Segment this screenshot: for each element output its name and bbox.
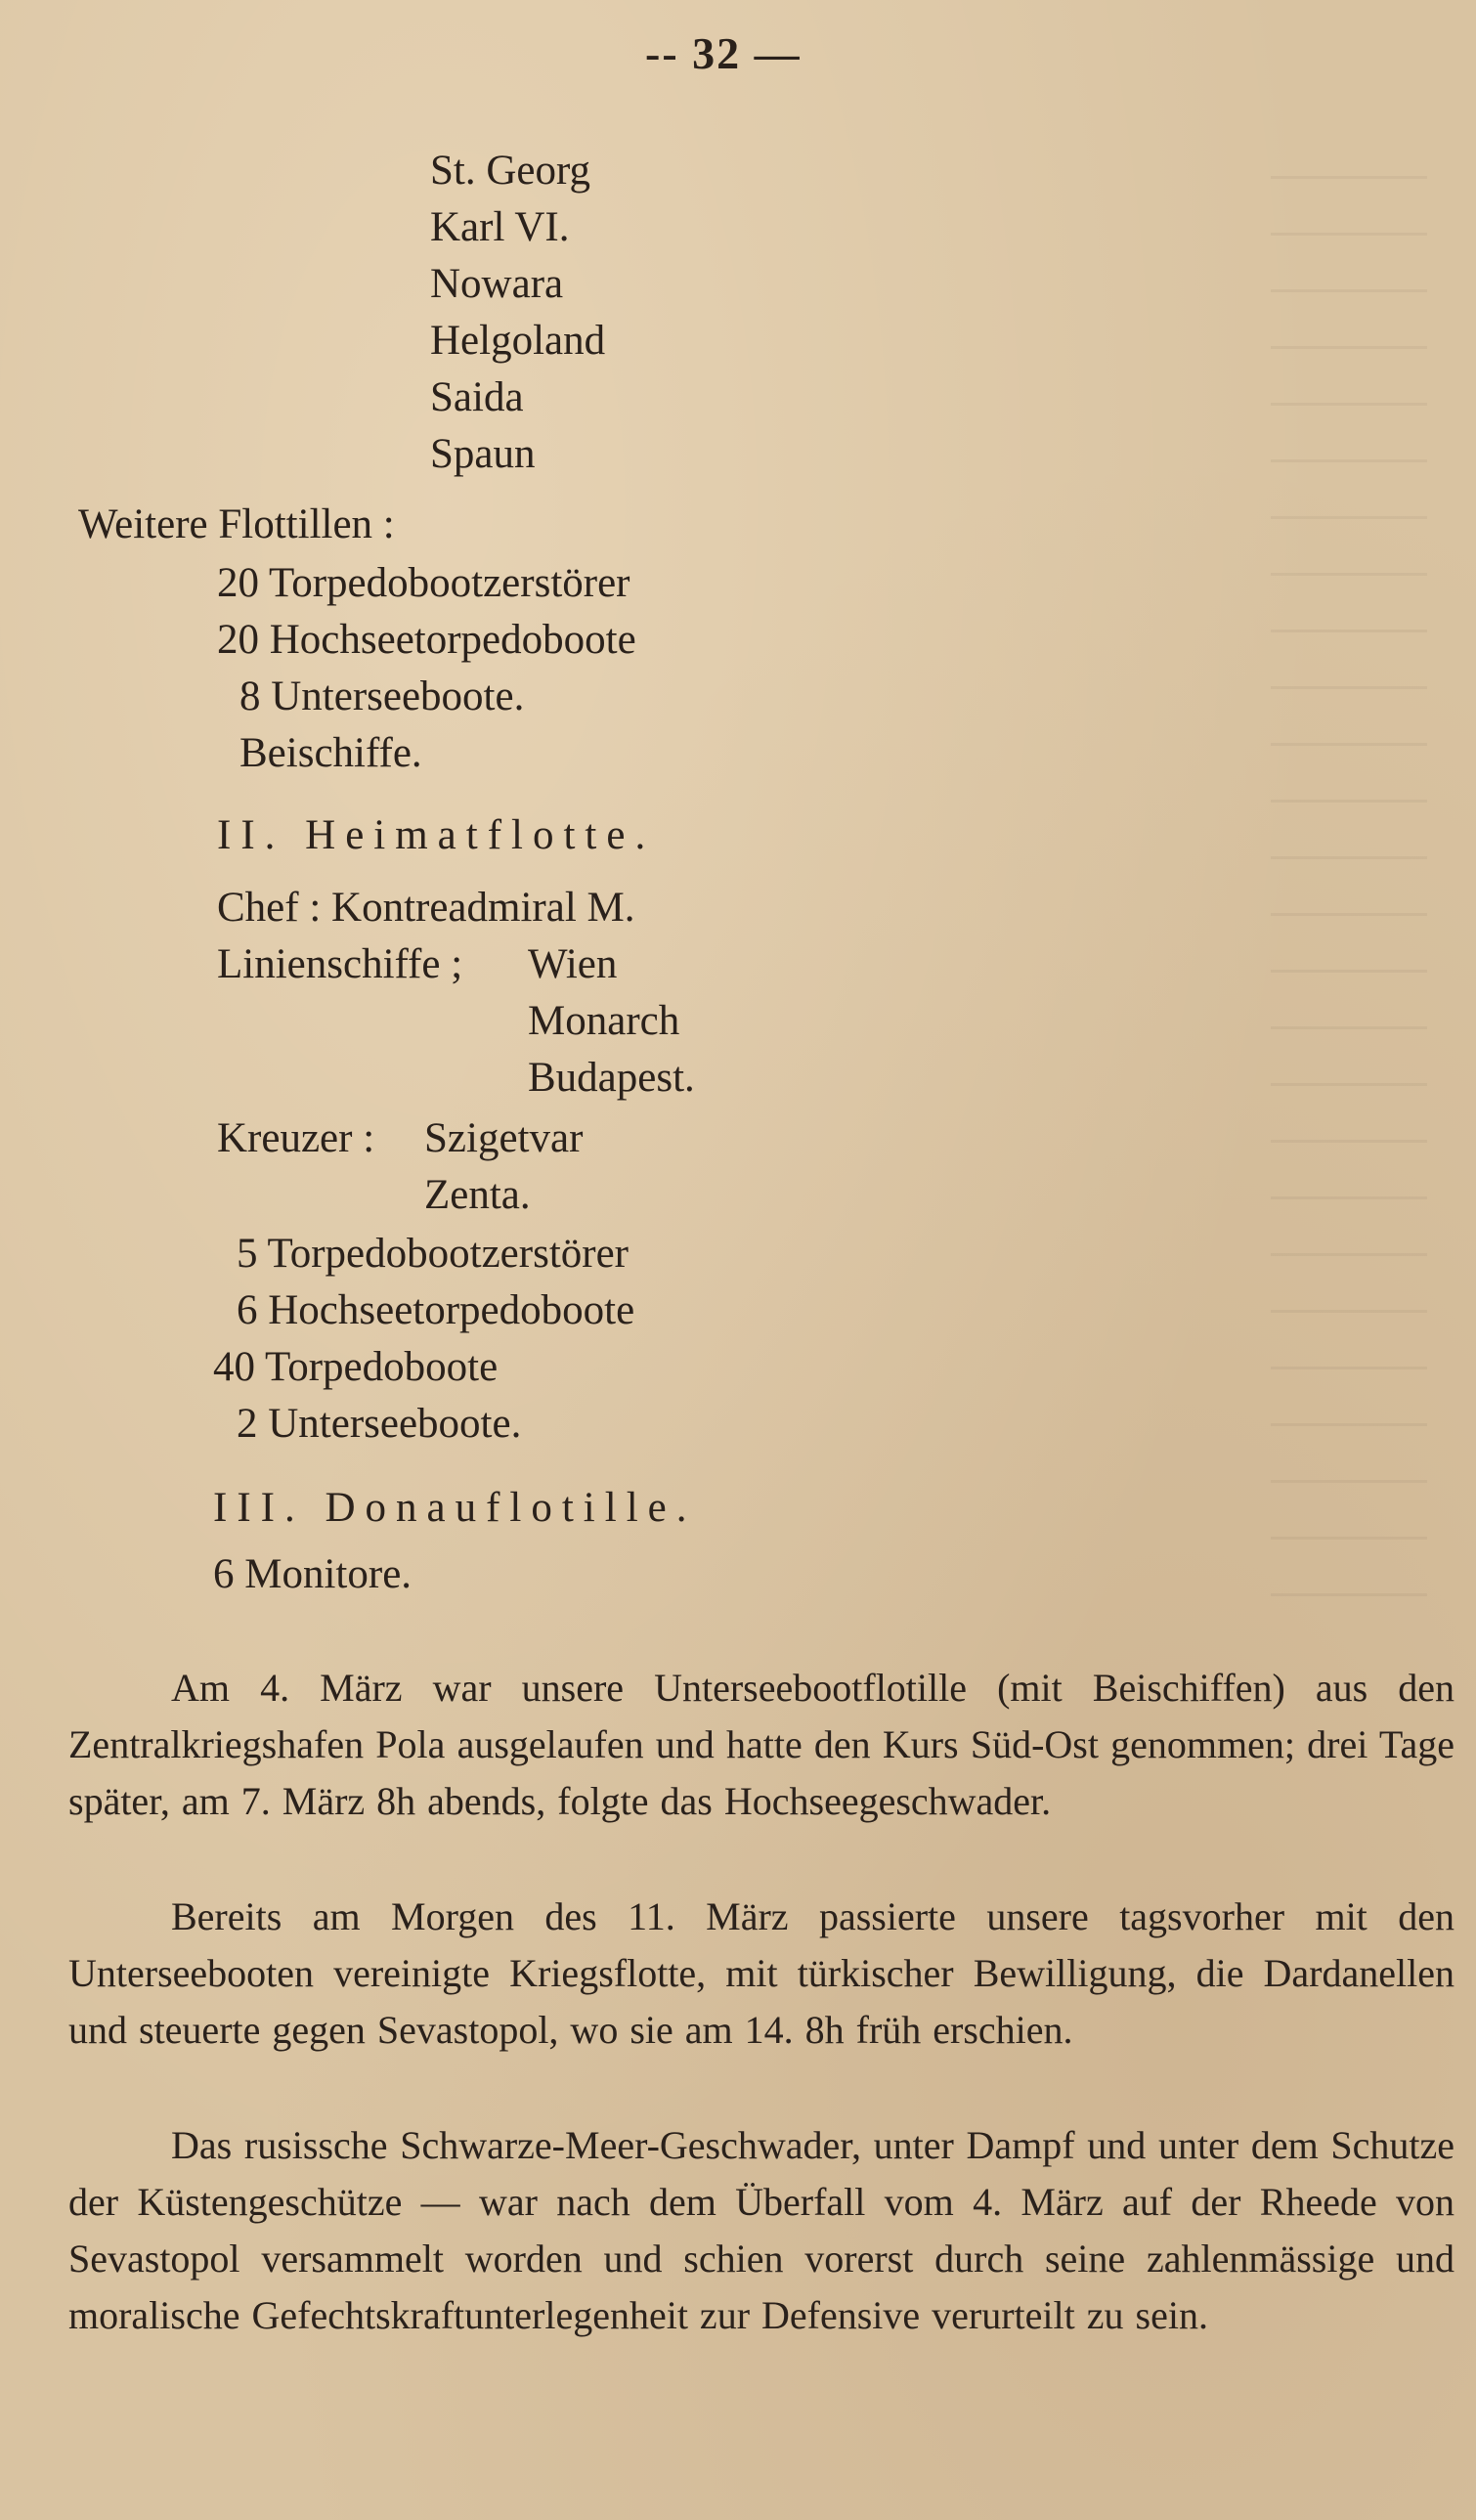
ship-name: Karl VI. <box>430 204 570 250</box>
flotilla-entry: 6 Hochseetorpedoboote <box>237 1287 635 1333</box>
section-heading-danube-flotilla: III. Donauflotille. <box>213 1485 697 1531</box>
paragraph-text: Am 4. März war unsere Unterseebootflotille (mit Beischiffen) aus den Zentralkriegshafen Pola ausgelaufen und hatte den Kurs Süd-Ost genommen; drei Tage später, am 7. März 8h abends, folgte das Hochseegeschwader. <box>68 1666 1454 1823</box>
flotilla-entry: 2 Unterseeboote. <box>237 1401 522 1447</box>
battleship-name: Budapest. <box>528 1055 695 1101</box>
fleet-chief: Chef : Kontreadmiral M. <box>217 885 635 931</box>
flotilla-entry: 20 Torpedobootzerstörer <box>217 560 630 606</box>
battleship-name: Monarch <box>528 998 680 1044</box>
flotilla-entry: 5 Torpedobootzerstörer <box>237 1231 629 1277</box>
show-through-text <box>1271 176 1427 1642</box>
paragraph-text: Das rusissche Schwarze-Meer-Geschwader, unter Dampf und unter dem Schutze der Küstengeschütze — war nach dem Überfall vom 4. März auf der Rheede von Sevastopol versammelt worden und schien vorerst durch seine zahlenmässige und moralische Gefechtskraftunterlegenheit zur Defensive verurteilt zu sein. <box>68 2123 1454 2337</box>
ship-name: Saida <box>430 374 524 420</box>
body-paragraph <box>68 2117 1454 2344</box>
ship-name: Helgoland <box>430 318 606 364</box>
body-paragraph <box>68 1889 1454 2059</box>
body-paragraph <box>68 1660 1454 1830</box>
section-heading-home-fleet: II. Heimatflotte. <box>217 812 656 858</box>
flotilla-entry: Beischiffe. <box>239 730 422 776</box>
flotilla-entry: 40 Torpedoboote <box>213 1344 499 1390</box>
cruiser-name: Szigetvar <box>424 1115 584 1161</box>
further-flotillas-heading: Weitere Flottillen : <box>78 501 395 547</box>
page-number: -- 32 — <box>645 28 802 78</box>
cruisers-label: Kreuzer : <box>217 1115 375 1161</box>
flotilla-entry: 20 Hochseetorpedoboote <box>217 617 636 663</box>
monitors-entry: 6 Monitore. <box>213 1551 412 1597</box>
ship-name: St. Georg <box>430 148 591 194</box>
battleships-label: Linienschiffe ; <box>217 941 463 987</box>
flotilla-entry: 8 Unterseeboote. <box>239 673 525 719</box>
ship-name: Spaun <box>430 431 536 477</box>
battleship-name: Wien <box>528 941 618 987</box>
cruiser-name: Zenta. <box>424 1172 531 1218</box>
ship-name: Nowara <box>430 261 564 307</box>
paragraph-text: Bereits am Morgen des 11. März passierte unsere tagsvorher mit den Unterseebooten vereinigte Kriegsflotte, mit türkischer Bewilligung, die Dardanellen und steuerte gegen Sevastopol, wo sie am 14. 8h früh erschien. <box>68 1894 1454 2052</box>
